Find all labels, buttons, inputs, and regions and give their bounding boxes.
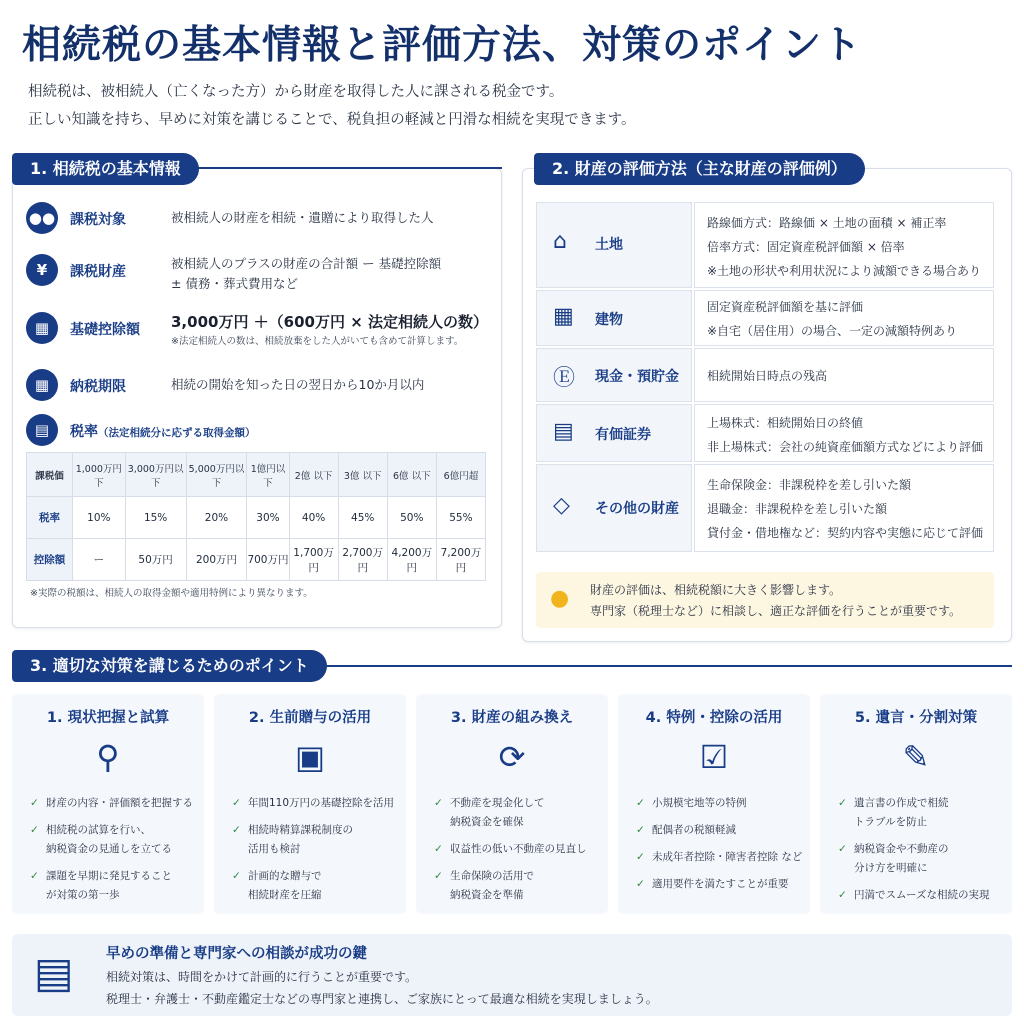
check-icon: ✓ [838,889,847,901]
list-item [838,886,1006,905]
table-cell: 50% [387,497,436,539]
people-icon: ●● [26,202,58,234]
info-text: 相続の開始を知った日の翌日から10か月以内 [171,377,425,392]
info-text-line: 被相続人のプラスの財産の合計額 ー 基礎控除額 [171,256,442,271]
bullet-line: 相続税の試算を行い、 [46,824,151,836]
section-heading-valuation: 2. 財産の評価方法（主な財産の評価例） [534,153,865,185]
page-title: 相続税の基本情報と評価方法、対策のポイント [22,22,863,68]
list-item [232,867,400,905]
rate-sublabel: （法定相続分に応ずる取得金額） [98,427,256,439]
check-icon: ✓ [30,797,39,809]
check-icon: ✓ [838,843,847,855]
card-title: 5. 遺言・分割対策 [854,710,978,726]
valuation-label: 現金・預貯金 [595,369,679,385]
list-item [636,794,804,813]
valuation-row-securities [536,404,994,462]
intro-line-2: 正しい知識を持ち、早めに対策を講じることで、税負担の軽減と円滑な相続を実現できます。 [28,112,636,128]
valuation-line: 生命保険金：非課税枠を差し引いた額 [707,478,912,492]
check-icon: ✓ [30,870,39,882]
table-cell: 4,200万円 [387,539,436,581]
valuation-text [707,411,983,459]
info-label: 課税対象 [70,212,126,228]
info-label: 課税財産 [70,264,126,280]
magnifier-icon: ⚲ [96,738,120,776]
tax-rate-table [26,452,486,581]
check-icon: ✓ [30,824,39,836]
valuation-row-land [536,202,994,288]
table-cell: 2,700万円 [338,539,387,581]
measure-card-1 [12,694,204,914]
bullet-line: 納税資金や不動産の [854,843,949,855]
valuation-label-cell [536,348,692,402]
bullet-line: 年間110万円の基礎控除を活用 [248,797,395,809]
table-header-cell: 6億 以下 [387,453,436,497]
measure-card-3 [416,694,608,914]
table-cell: 10% [73,497,126,539]
measure-card-5 [820,694,1012,914]
valuation-row-cash [536,348,994,402]
measure-card-2 [214,694,406,914]
table-cell: 7,200万円 [436,539,485,581]
bullet-line: 遺言書の作成で相続 [854,797,949,809]
table-cell: 700万円 [247,539,289,581]
check-icon: ✓ [232,797,241,809]
check-icon: ✓ [636,851,645,863]
valuation-text [707,211,981,283]
table-header-cell: 6億円超 [436,453,485,497]
bullet-line: 配偶者の税額軽減 [652,824,736,836]
bullet-line: 納税資金を準備 [450,889,524,901]
table-header-cell: 1億円以下 [247,453,289,497]
bullet-line: 納税資金を確保 [450,816,524,828]
bullet-line: 計画的な贈与で [248,870,322,882]
calculator-icon: ▦ [26,312,58,344]
check-icon: ✓ [232,824,241,836]
table-cell: 200万円 [186,539,247,581]
bullet-line: 課題を早期に発見すること [46,870,172,882]
bullet-line: 不動産を現金化して [450,797,545,809]
yen-icon: ¥ [26,254,58,286]
list-item [434,794,602,832]
card-title: 2. 生前贈与の活用 [248,710,372,726]
info-row-deadline [26,369,486,403]
card-bullets [30,794,198,913]
section-heading-basic: 1. 相続税の基本情報 [12,153,199,185]
valuation-label: その他の財産 [595,501,679,517]
intro-line-1: 相続税は、被相続人（亡くなった方）から財産を取得した人に課される税金です。 [28,84,564,100]
table-header-row [27,453,486,497]
valuation-detail-cell [694,348,994,402]
valuation-label-cell [536,464,692,552]
table-cell: 15% [125,497,186,539]
valuation-hint-box [536,572,994,628]
lightbulb-icon: ● [550,586,570,611]
list-item [838,794,1006,832]
bank-icon: ▤ [34,948,74,997]
valuation-line: 路線価方式：路線価 × 土地の面積 × 補正率 [707,216,947,230]
valuation-detail-cell [694,202,994,288]
pen-icon: ✎ [902,738,930,776]
table-cell: 20% [186,497,247,539]
house-icon: ⌂ [553,229,567,254]
bullet-line: 相続財産を圧縮 [248,889,322,901]
check-icon: ✓ [434,870,443,882]
check-icon: ✓ [434,843,443,855]
card-bullets [636,794,804,902]
card-bullets [232,794,400,913]
bullet-line: 活用も検討 [248,843,301,855]
measure-card-4 [618,694,810,914]
valuation-line: ※土地の形状や利用状況により減額できる場合あり [707,264,982,278]
cycle-icon: ⟳ [498,738,526,776]
check-icon: ✓ [636,824,645,836]
valuation-line: 貸付金・借地権など：契約内容や実態に応じて評価 [707,526,984,540]
table-cell: 40% [289,497,338,539]
list-item [30,867,198,905]
footer-line-1: 相続対策は、時間をかけて計画的に行うことが重要です。 [106,970,418,984]
hint-line-1: 財産の評価は、相続税額に大きく影響します。 [590,583,842,597]
check-icon: ✓ [434,797,443,809]
valuation-row-other [536,464,994,552]
valuation-line: 相続開始日時点の残高 [707,369,828,383]
valuation-text [707,295,957,343]
footer-title: 早めの準備と専門家への相談が成功の鍵 [106,946,367,962]
diamond-icon: ◇ [553,493,570,518]
calendar-icon: ▦ [26,369,58,401]
table-row [27,539,486,581]
deduction-note: ※法定相続人の数は、相続放棄をした人がいても含めて計算します。 [171,336,464,347]
chart-icon: ▤ [553,419,574,444]
info-row-taxable-assets [26,254,486,298]
valuation-line: 固定資産税評価額を基に評価 [707,300,864,314]
document-icon: ▤ [26,414,58,446]
table-row [27,497,486,539]
card-title: 4. 特例・控除の活用 [645,710,783,726]
section-heading-measures: 3. 適切な対策を講じるためのポイント [12,650,327,682]
table-header-cell: 課税価 [27,453,73,497]
check-icon: ✓ [838,797,847,809]
table-cell: 55% [436,497,485,539]
bullet-line: 分け方を明確に [854,862,928,874]
bullet-line: 未成年者控除・障害者控除 など [652,851,803,863]
deduction-formula: 3,000万円 ＋（600万円 × 法定相続人の数） [171,313,488,331]
checklist-icon: ☑ [699,738,729,776]
valuation-text [707,364,827,388]
valuation-detail-cell [694,290,994,346]
list-item [838,840,1006,878]
valuation-line: 非上場株式：会社の純資産価額方式などにより評価 [707,440,984,454]
bullet-line: 収益性の低い不動産の見直し [450,843,587,855]
card-title: 3. 財産の組み換え [450,710,574,726]
bullet-line: が対策の第一歩 [46,889,120,901]
valuation-label: 土地 [595,237,623,253]
card-bullets [434,794,602,913]
list-item [30,821,198,859]
check-icon: ✓ [636,878,645,890]
valuation-label: 建物 [595,312,623,328]
bullet-line: 円満でスムーズな相続の実現 [854,889,990,901]
check-icon: ✓ [636,797,645,809]
rate-label: 税率 [70,424,98,440]
bullet-line: 納税資金の見通しを立てる [46,843,172,855]
info-row-basic-deduction [26,312,486,356]
valuation-label-cell [536,290,692,346]
info-row-taxpayer [26,202,486,236]
bullet-line: 生命保険の活用で [450,870,534,882]
info-label: 基礎控除額 [70,322,140,338]
valuation-label-cell [536,404,692,462]
table-header-cell: 3,000万円以下 [125,453,186,497]
table-cell: ー [73,539,126,581]
info-label: 納税期限 [70,379,126,395]
table-cell: 45% [338,497,387,539]
list-item [434,840,602,859]
table-cell: 1,700万円 [289,539,338,581]
card-bullets [838,794,1006,913]
valuation-line: 倍率方式：固定資産税評価額 × 倍率 [707,240,905,254]
info-label [70,421,256,441]
valuation-line: ※自宅（居住用）の場合、一定の減額特例あり [707,324,958,338]
list-item [434,867,602,905]
valuation-line: 上場株式：相続開始日の終値 [707,416,864,430]
check-icon: ✓ [232,870,241,882]
table-header-cell: 2億 以下 [289,453,338,497]
card-title: 1. 現状把握と試算 [46,710,170,726]
bullet-line: 適用要件を満たすことが重要 [652,878,789,890]
list-item [636,821,804,840]
hint-line-2: 専門家（税理士など）に相談し、適正な評価を行うことが重要です。 [590,604,962,618]
table-cell: 30% [247,497,289,539]
info-row-tax-rate [26,414,486,448]
table-row-label: 税率 [27,497,73,539]
bullet-line: 小規模宅地等の特例 [652,797,747,809]
yen-icon: Ⓔ [553,366,576,391]
table-cell: 50万円 [125,539,186,581]
table-header-cell: 1,000万円下 [73,453,126,497]
list-item [636,848,804,867]
bullet-line: 相続時精算課税制度の [248,824,353,836]
info-text: 被相続人の財産を相続・遺贈により取得した人 [171,210,434,225]
info-text-line: ± 債務・葬式費用など [171,276,298,291]
valuation-label: 有価証券 [595,427,651,443]
footer-line-2: 税理士・弁護士・不動産鑑定士などの専門家と連携し、ご家族にとって最適な相続を実現しましょう。 [106,992,658,1006]
table-row-label: 控除額 [27,539,73,581]
list-item [232,794,400,813]
info-text [171,312,488,352]
list-item [636,875,804,894]
table-header-cell: 5,000万円以下 [186,453,247,497]
footer-callout [12,934,1012,1016]
table-header-cell: 3億 以下 [338,453,387,497]
valuation-row-building [536,290,994,346]
valuation-detail-cell [694,404,994,462]
valuation-line: 退職金：非課税枠を差し引いた額 [707,502,888,516]
valuation-label-cell [536,202,692,288]
list-item [30,794,198,813]
gift-icon: ▣ [294,738,326,776]
valuation-detail-cell [694,464,994,552]
valuation-text [707,473,983,545]
list-item [232,821,400,859]
building-icon: ▦ [553,304,574,329]
table-note: ※実際の税額は、相続人の取得金額や適用特例により異なります。 [30,588,313,599]
bullet-line: トラブルを防止 [854,816,928,828]
bullet-line: 財産の内容・評価額を把握する [46,797,193,809]
info-text [171,254,441,294]
